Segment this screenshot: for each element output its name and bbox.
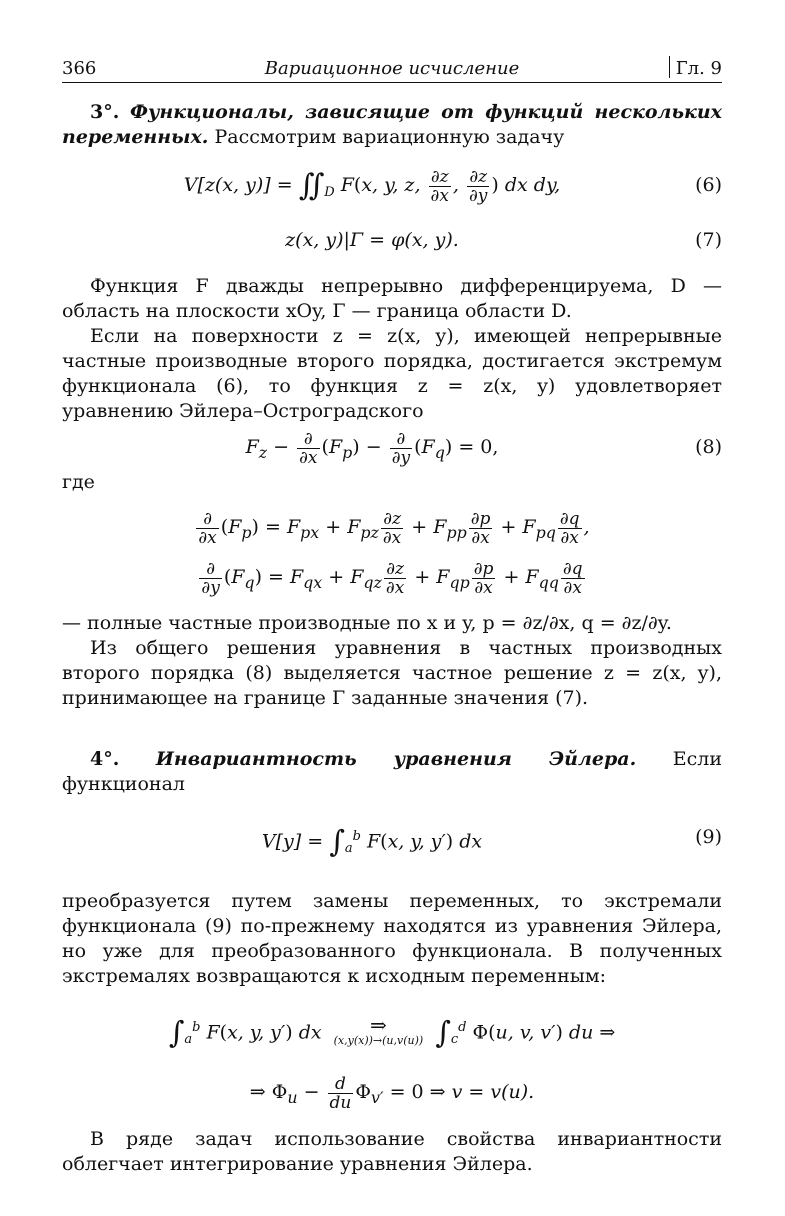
equation-euler-transformed-body: ⇒ $\Phi_u$ − $\frac{d}{du}$ $\Phi_{v'} = 0$ ⇒ v = v(u).	[249, 1073, 535, 1113]
equation-7-tag: (7)	[695, 229, 722, 251]
paragraph-total-derivatives: — полные частные производные по x и y, p = ∂z/∂x, q = ∂z/∂y.	[62, 612, 672, 634]
equation-8	[62, 424, 722, 470]
header-rule	[62, 82, 722, 83]
equation-dfq-dy	[62, 551, 722, 603]
section-4-title: Инвариантность уравнения Эйлера.	[155, 748, 637, 770]
equation-6-body: V[z(x, $y)] = ∬_D$ F(x, y, z, $\frac{\partial z}{\partial x}$ , $\frac{\partial z}{\partial y}$ ) dx dy,	[183, 166, 561, 206]
equation-dfp-dx-body: $\frac{\partial}{\partial x}$ $(F_p) = F_{px} + F_{pz}$ $\frac{\partial z}{\partial x}$ + $F_{pp}$ $\frac{\partial p}{\partial x}$ + $F_{pq}$ $\frac{\partial q}{\partial x}$ ,	[198, 508, 590, 548]
equation-dfp-dx	[62, 503, 722, 551]
page	[62, 52, 722, 1177]
equation-transform-body: $\int_a^b$ F(x, y, y′) dx ⇒ (x,y(x))→(u,v(u)) $\int_c^d$ Φ(u, v, v′) du ⇒	[168, 1013, 616, 1051]
section-3-number: 3°.	[90, 101, 120, 123]
paragraph-general-solution: Из общего решения уравнения в частных производных второго порядка (8) выделяется частное решение z = z(x, y), принимающее на границе Γ заданные значения (7).	[62, 637, 722, 709]
equation-dfq-dy-body: $\frac{\partial}{\partial y}$ $(F_q) = F_{qx} + F_{qz}$ $\frac{\partial z}{\partial x}$ + $F_{qp}$ $\frac{\partial p}{\partial x}$ + $F_{qq}$ $\frac{\partial q}{\partial x}$	[201, 558, 583, 598]
equation-transform	[62, 989, 722, 1067]
equation-7-body: z(x, y)|Γ = φ(x, y).	[285, 229, 459, 251]
chapter-label: Гл. 9	[675, 58, 722, 79]
running-title: Вариационное исчисление	[264, 58, 520, 79]
equation-7	[62, 220, 722, 262]
section-4-heading	[62, 747, 722, 797]
section-4-number: 4°.	[90, 748, 120, 770]
section-3-title: Функционалы, зависящие от функций нескольких переменных.	[62, 101, 722, 148]
paragraph-substitution: преобразуется путем замены переменных, то экстремали функционала (9) по-прежнему находятся из уравнения Эйлера, но уже для преобразованного функционала. В полученных экстремалях возвращаются к исходным переменным:	[62, 890, 722, 987]
equation-9-tag: (9)	[695, 826, 722, 848]
equation-8-body: $F_z$ − $\frac{\partial}{\partial x}$ $(F_p)$ − $\frac{\partial}{\partial y}$ $(F_q) = 0$,	[245, 428, 499, 468]
section-3-heading	[62, 100, 722, 150]
header-bar	[669, 56, 671, 78]
page-number: 366	[62, 58, 97, 79]
equation-euler-transformed	[62, 1067, 722, 1117]
paragraph-euler-ostrogradsky: Если на поверхности z = z(x, y), имеющей непрерывные частные производные второго порядка, достигается экстремум функционала (6), то функция z = z(x, y) удовлетворяет уравнению Эйлера–Остроградского	[62, 325, 722, 422]
section-4-intro: Если функционал	[62, 748, 723, 795]
running-header	[62, 52, 722, 80]
equation-9-body: $V[y] = \int_a^b$ F(x, y, y′) dx	[261, 824, 483, 860]
equation-6-tag: (6)	[695, 174, 722, 196]
paragraph-function-f: Функция F дважды непрерывно дифференцируема, D — область на плоскости xOy, Γ — граница области D.	[62, 275, 722, 322]
equation-8-tag: (8)	[695, 436, 722, 458]
equation-9	[62, 797, 722, 877]
section-3-intro: Рассмотрим вариационную задачу	[214, 126, 565, 148]
word-where: где	[62, 471, 95, 493]
equation-6	[62, 150, 722, 220]
paragraph-invariance: В ряде задач использование свойства инвариантности облегчает интегрирование уравнения Эйлера.	[62, 1128, 722, 1175]
